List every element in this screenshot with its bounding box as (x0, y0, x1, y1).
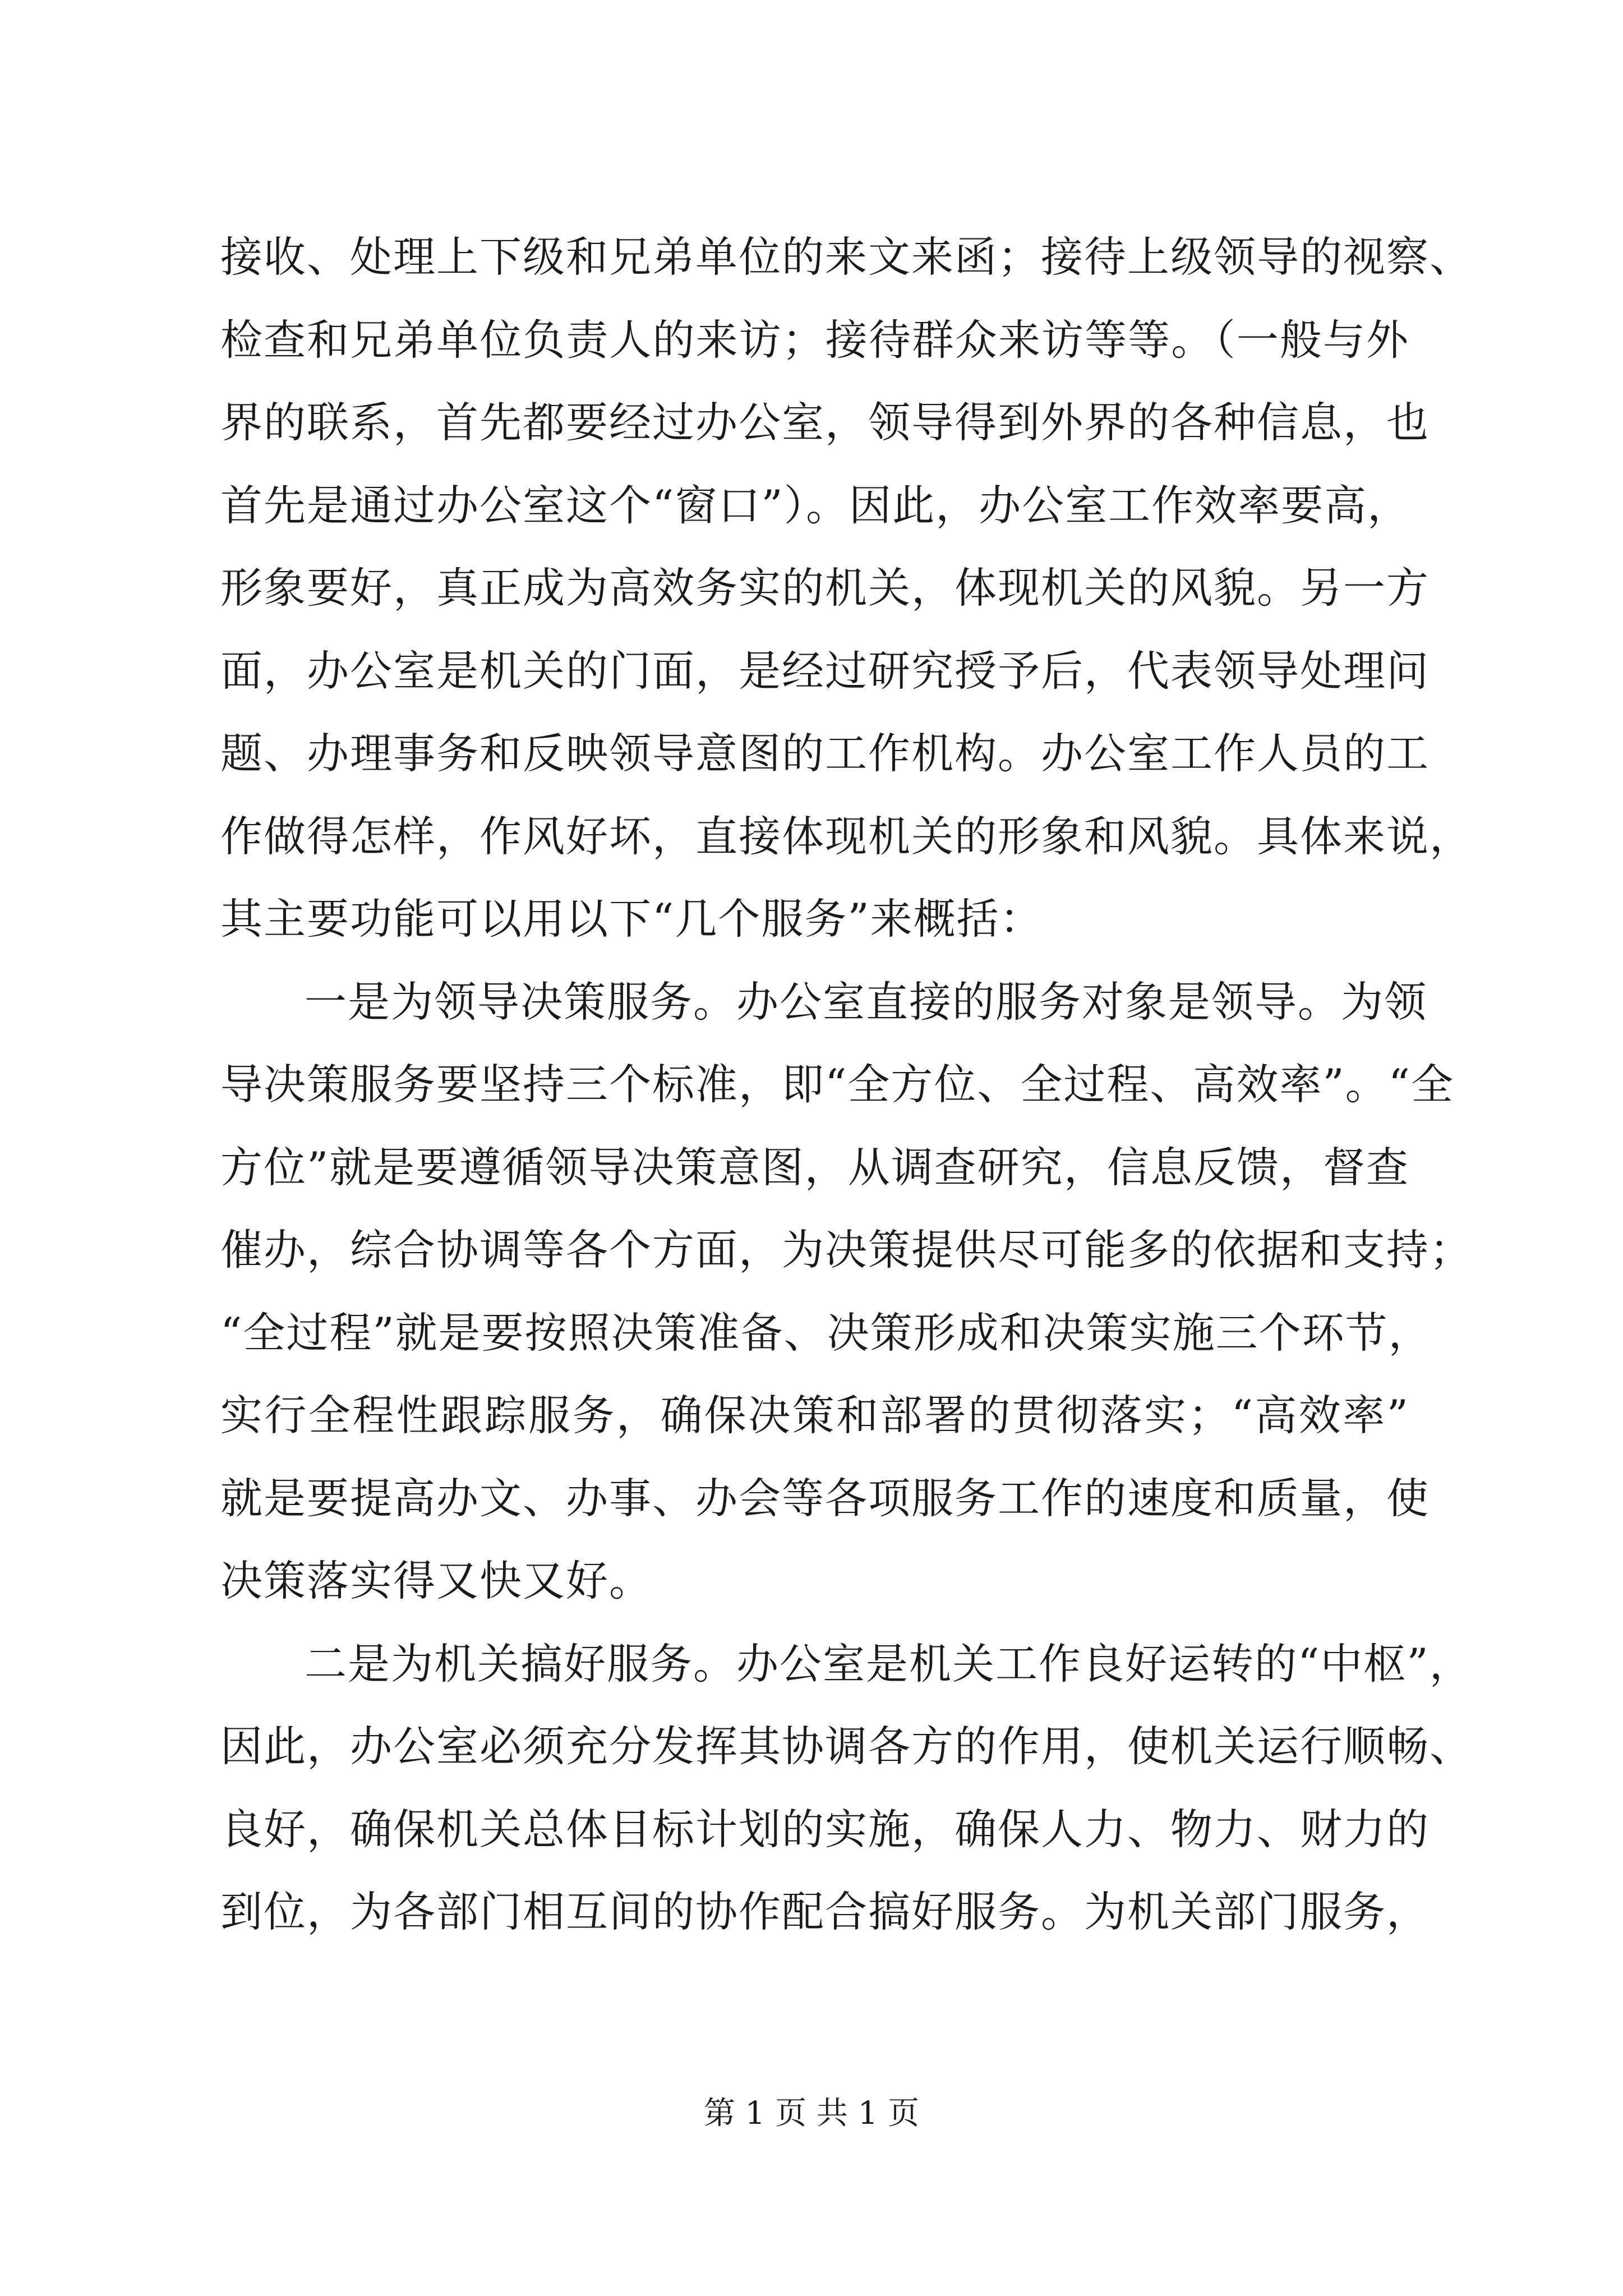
text-line: 因此，办公室必须充分发挥其协调各方的作用，使机关运行顺畅、 (220, 1722, 1473, 1771)
text-line: “全过程”就是要按照决策准备、决策形成和决策实施三个环节， (220, 1308, 1432, 1358)
page-number-footer: 第 1 页 共 1 页 (703, 2095, 920, 2132)
text-line: 实行全程性跟踪服务，确保决策和部署的贯彻落实；“高效率” (220, 1391, 1409, 1440)
text-line: 二是为机关搞好服务。办公室是机关工作良好运转的“中枢”， (305, 1639, 1473, 1688)
body-text (220, 216, 1473, 1954)
text-line: 导决策服务要坚持三个标准，即“全方位、全过程、高效率”。“全 (220, 1060, 1455, 1109)
text-line: 接收、处理上下级和兄弟单位的来文来函；接待上级领导的视察、 (220, 232, 1473, 282)
text-line: 形象要好，真正成为高效务实的机关，体现机关的风貌。另一方 (220, 563, 1430, 613)
text-line: 良好，确保机关总体目标计划的实施，确保人力、物力、财力的 (220, 1804, 1430, 1854)
text-line: 一是为领导决策服务。办公室直接的服务对象是领导。为领 (305, 977, 1428, 1027)
text-line: 面，办公室是机关的门面，是经过研究授予后，代表领导处理问 (220, 646, 1430, 696)
text-line: 作做得怎样，作风好坏，直接体现机关的形象和风貌。具体来说， (220, 811, 1473, 861)
text-line: 其主要功能可以用以下“几个服务”来概括： (220, 894, 1043, 944)
text-line: 催办，综合协调等各个方面，为决策提供尽可能多的依据和支持； (220, 1225, 1473, 1274)
text-line: 界的联系，首先都要经过办公室，领导得到外界的各种信息，也 (220, 398, 1430, 447)
text-line: 就是要提高办文、办事、办会等各项服务工作的速度和质量，使 (220, 1473, 1430, 1523)
text-line: 题、办理事务和反映领导意图的工作机构。办公室工作人员的工 (220, 729, 1430, 778)
text-line: 方位”就是要遵循领导决策意图，从调查研究，信息反馈，督查 (220, 1142, 1409, 1192)
text-line: 首先是通过办公室这个“窗口”）。因此，办公室工作效率要高， (220, 480, 1411, 530)
text-line: 到位，为各部门相互间的协作配合搞好服务。为机关部门服务， (220, 1887, 1430, 1936)
text-line: 决策落实得又快又好。 (220, 1556, 653, 1605)
text-line: 检查和兄弟单位负责人的来访；接待群众来访等等。（一般与外 (220, 315, 1409, 365)
